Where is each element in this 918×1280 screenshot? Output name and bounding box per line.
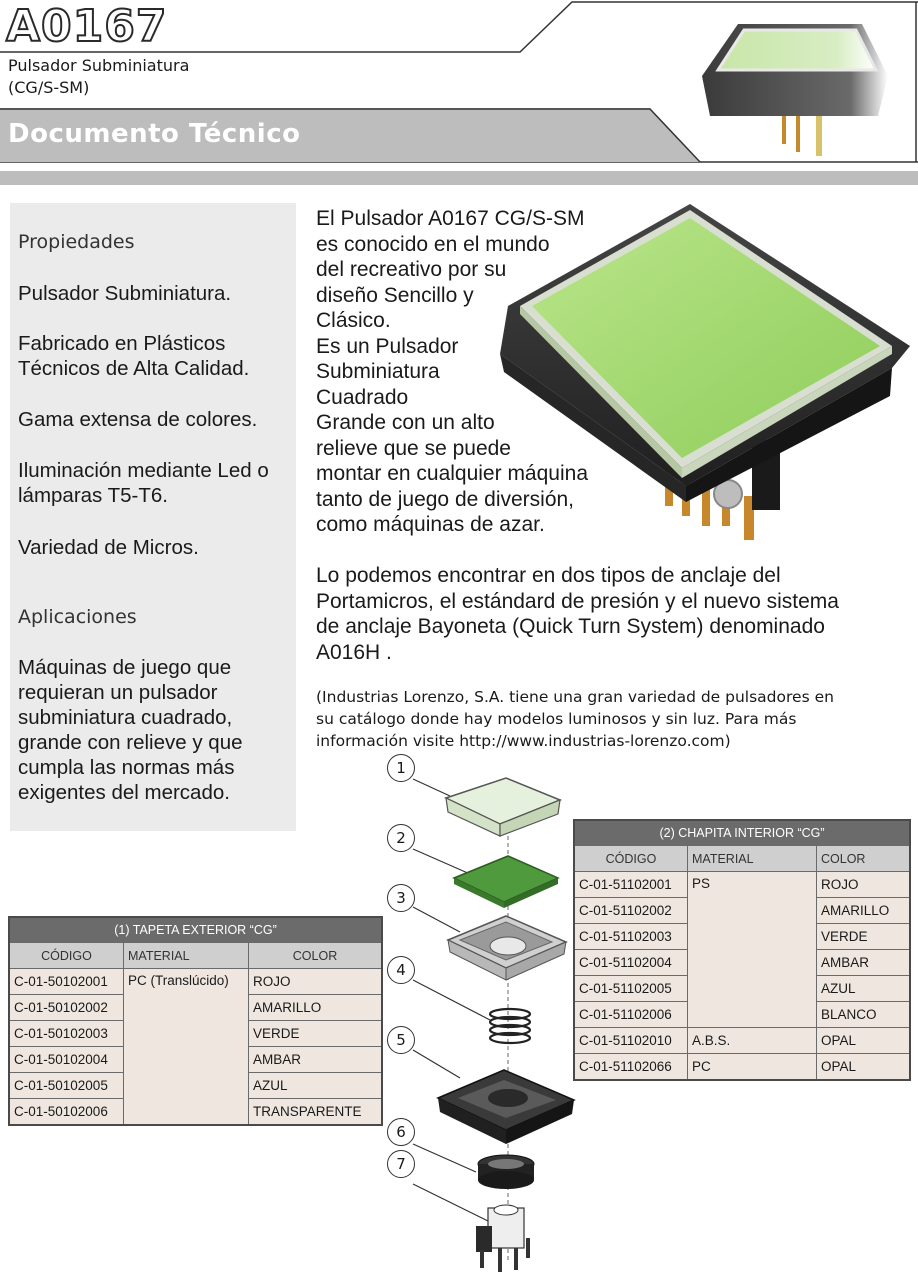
anchor-line: Lo podemos encontrar en dos tipos de anclaje del [316, 564, 781, 587]
column-header: COLOR [249, 943, 383, 969]
intro-line: del recreativo por su [316, 258, 507, 281]
color-cell: AMBAR [817, 950, 911, 976]
table-row [574, 1054, 910, 1081]
applications-text: Máquinas de juego que requieran un pulsador subminiatura cuadrado, grande con relieve y que cumpla las normas más exigentes del mercado. [18, 656, 243, 804]
product-subtitle-line2: (CG/S-SM) [8, 78, 90, 97]
intro-line: Grande con un alto [316, 411, 495, 434]
product-subtitle-line1: Pulsador Subminiatura [8, 56, 190, 75]
properties-heading: Propiedades [18, 231, 135, 253]
color-cell: VERDE [817, 924, 911, 950]
color-cell: BLANCO [817, 1002, 911, 1028]
column-header: MATERIAL [688, 846, 817, 872]
table-chapita-interior [573, 819, 911, 1081]
code-cell: C-01-51102066 [574, 1054, 688, 1081]
callout-number: 6 [387, 1118, 415, 1146]
callout-number: 3 [387, 884, 415, 912]
property-item: Iluminación mediante Led o lámparas T5-T6. [18, 459, 269, 507]
code-cell: C-01-50102004 [9, 1047, 124, 1073]
callout-number: 2 [387, 824, 415, 852]
color-cell: AZUL [249, 1073, 383, 1099]
code-cell: C-01-51102003 [574, 924, 688, 950]
property-item: Variedad de Micros. [18, 536, 199, 559]
column-header: CÓDIGO [9, 943, 124, 969]
code-cell: C-01-50102001 [9, 969, 124, 995]
header-divider-band [0, 171, 918, 185]
material-cell: PC (Translúcido) [124, 969, 249, 1126]
note-line: información visite http://www.industrias-lorenzo.com) [316, 732, 731, 750]
color-cell: AMARILLO [249, 995, 383, 1021]
code-cell: C-01-51102006 [574, 1002, 688, 1028]
intro-line: es conocido en el mundo [316, 232, 550, 256]
code-cell: C-01-51102010 [574, 1028, 688, 1054]
intro-line: como máquinas de azar. [316, 513, 545, 536]
intro-line: diseño Sencillo y [316, 283, 474, 307]
color-cell: AMARILLO [817, 898, 911, 924]
color-cell: AZUL [817, 976, 911, 1002]
anchor-line: Portamicros, el estándard de presión y el nuevo sistema [316, 589, 839, 613]
color-cell: AMBAR [249, 1047, 383, 1073]
company-note [316, 686, 834, 752]
note-line: su catálogo donde hay modelos luminosos y sin luz. Para más [316, 710, 797, 728]
column-header: CÓDIGO [574, 846, 688, 872]
column-header: MATERIAL [124, 943, 249, 969]
intro-line: Es un Pulsador [316, 334, 459, 358]
intro-line: tanto de juego de diversión, [316, 487, 575, 511]
intro-line: Subminiatura [316, 360, 440, 383]
table-row [574, 1028, 910, 1054]
material-cell: PS [688, 872, 817, 1028]
code-cell: C-01-51102005 [574, 976, 688, 1002]
note-line: (Industrias Lorenzo, S.A. tiene una gran variedad de pulsadores en [316, 688, 834, 706]
code-cell: C-01-50102006 [9, 1099, 124, 1126]
code-cell: C-01-50102003 [9, 1021, 124, 1047]
property-item: Pulsador Subminiatura. [18, 282, 232, 305]
document-title: Documento Técnico [8, 119, 301, 149]
intro-line: Cuadrado [316, 385, 409, 409]
code-cell: C-01-51102004 [574, 950, 688, 976]
anchor-line: A016H . [316, 640, 392, 664]
color-cell: TRANSPARENTE [249, 1099, 383, 1126]
applications-heading: Aplicaciones [18, 606, 137, 628]
callout-number: 4 [387, 956, 415, 984]
color-cell: ROJO [249, 969, 383, 995]
callout-number: 1 [387, 754, 415, 782]
code-cell: C-01-50102002 [9, 995, 124, 1021]
code-cell: C-01-51102001 [574, 872, 688, 898]
product-code: A0167 [6, 1, 168, 52]
table-tapeta-exterior [8, 916, 383, 1126]
property-item: Gama extensa de colores. [18, 408, 258, 431]
product-main-image [490, 196, 914, 546]
intro-line: Clásico. [316, 309, 391, 332]
anchor-line: de anclaje Bayoneta (Quick Turn System) denominado [316, 615, 825, 638]
property-item: Fabricado en Plásticos Técnicos de Alta Calidad. [18, 332, 250, 380]
color-cell: OPAL [817, 1054, 911, 1081]
product-thumbnail-image [690, 4, 890, 164]
color-cell: OPAL [817, 1028, 911, 1054]
callout-number: 5 [387, 1026, 415, 1054]
callout-number: 7 [387, 1150, 415, 1178]
color-cell: VERDE [249, 1021, 383, 1047]
material-cell: A.B.S. [688, 1028, 817, 1054]
table-caption: (1) TAPETA EXTERIOR “CG” [9, 917, 382, 943]
code-cell: C-01-50102005 [9, 1073, 124, 1099]
table-row [574, 872, 910, 898]
code-cell: C-01-51102002 [574, 898, 688, 924]
column-header: COLOR [817, 846, 911, 872]
intro-line: montar en cualquier máquina [316, 462, 588, 485]
color-cell: ROJO [817, 872, 911, 898]
table-row [9, 969, 382, 995]
intro-line: El Pulsador A0167 CG/S-SM [316, 207, 585, 230]
table-caption: (2) CHAPITA INTERIOR “CG” [574, 820, 910, 846]
intro-line: relieve que se puede [316, 436, 511, 460]
material-cell: PC [688, 1054, 817, 1081]
